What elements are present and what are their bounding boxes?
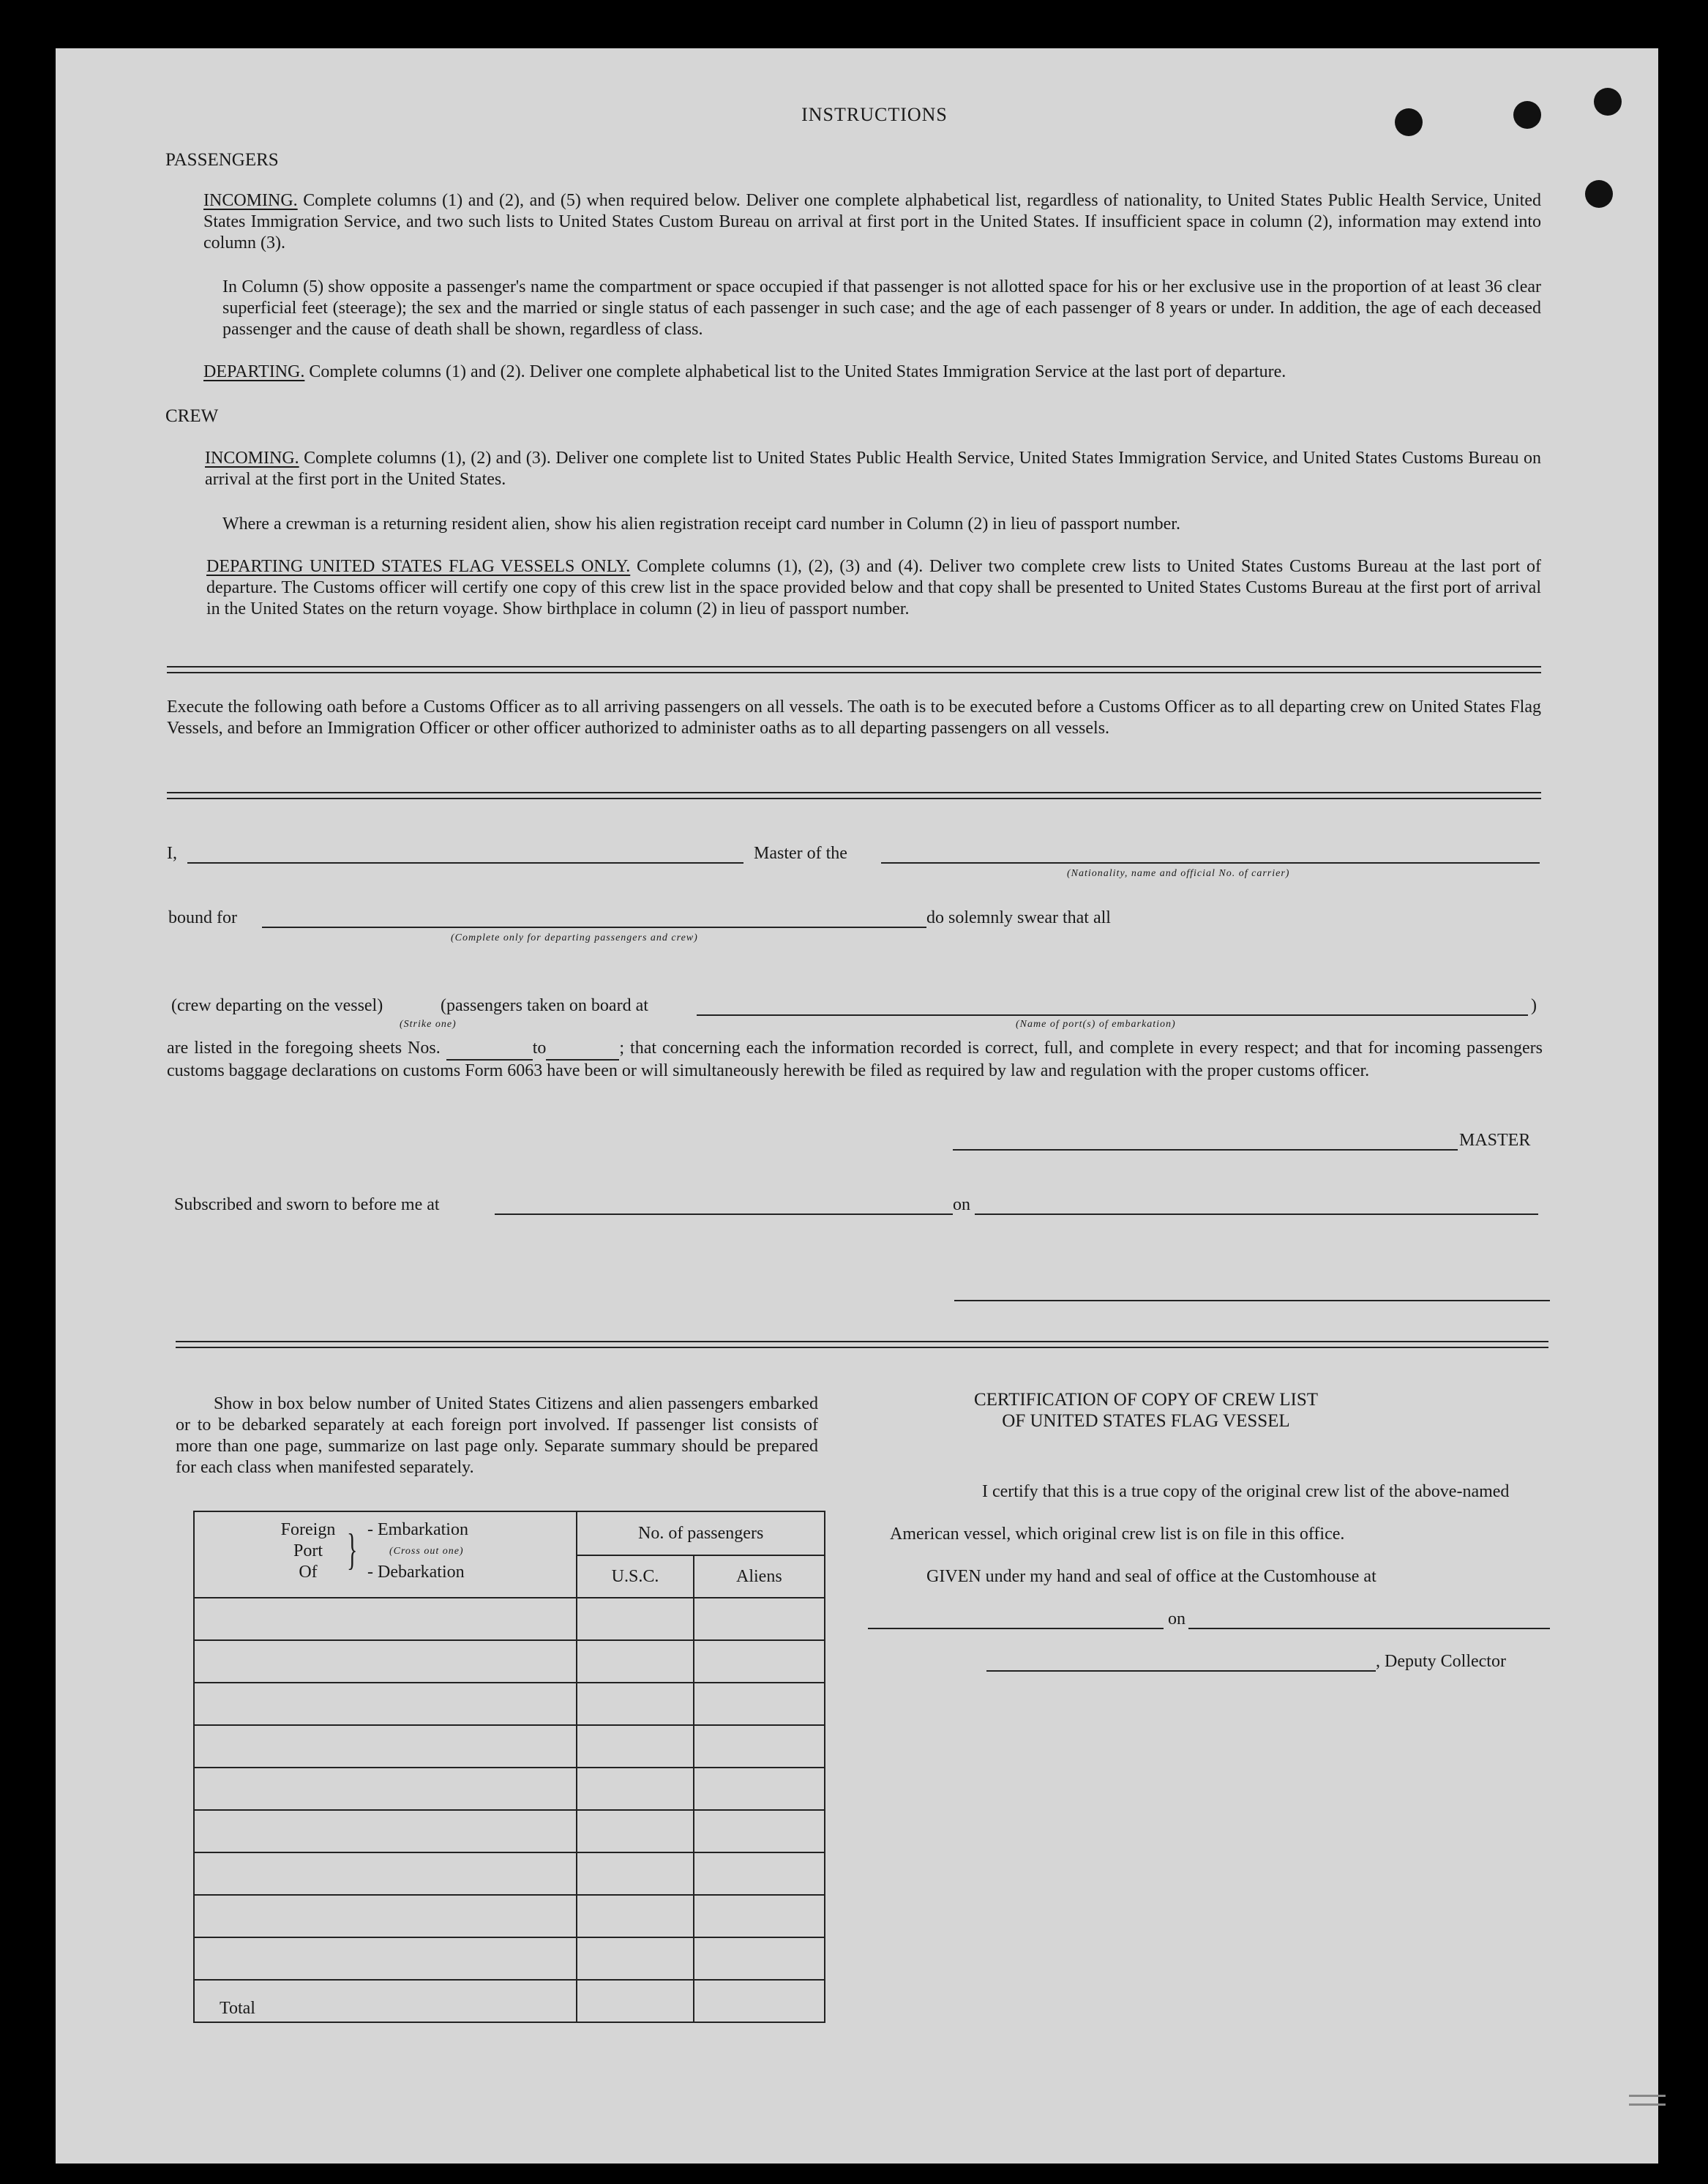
table-row bbox=[194, 1810, 825, 1852]
total-row bbox=[194, 1980, 825, 2022]
port-cell[interactable] bbox=[194, 1895, 577, 1937]
sheet-to-field[interactable] bbox=[546, 1038, 619, 1061]
edge-mark bbox=[1629, 2095, 1666, 2097]
form-page bbox=[56, 48, 1658, 2164]
passengers-heading: PASSENGERS bbox=[165, 150, 279, 170]
brace-glyph: } bbox=[347, 1525, 358, 1574]
bound-for-field[interactable] bbox=[262, 927, 926, 928]
total-label: Total bbox=[194, 1980, 577, 2022]
deputy-collector-signature-field[interactable] bbox=[986, 1670, 1376, 1672]
passengers-taken-option[interactable]: (passengers taken on board at bbox=[441, 996, 648, 1015]
aliens-header: Aliens bbox=[694, 1555, 825, 1598]
section-divider bbox=[167, 792, 1541, 799]
passengers-incoming-paragraph bbox=[203, 190, 1541, 254]
usc-cell[interactable] bbox=[577, 1725, 693, 1768]
table-row bbox=[194, 1598, 825, 1640]
usc-cell[interactable] bbox=[577, 1895, 693, 1937]
port-cell[interactable] bbox=[194, 1598, 577, 1640]
certification-date-field[interactable] bbox=[1188, 1628, 1550, 1629]
crew-departing-label: DEPARTING UNITED STATES FLAG VESSELS ONLY. bbox=[206, 557, 631, 576]
passengers-departing-paragraph bbox=[203, 362, 1541, 383]
certification-title-line2: OF UNITED STATES FLAG VESSEL bbox=[1002, 1411, 1290, 1431]
table-row bbox=[194, 1937, 825, 1980]
usc-cell[interactable] bbox=[577, 1640, 693, 1683]
bound-for-label: bound for bbox=[168, 908, 237, 927]
carrier-field[interactable] bbox=[881, 862, 1540, 864]
summary-intro: Show in box below number of United States Citizens and alien passengers embarked or to be debarked separately at each foreign port involved. If passenger list consists of more than one page, summarize on last page only. Separate summary should be prepared for each class when manifested separately. bbox=[176, 1394, 818, 1477]
usc-cell[interactable] bbox=[577, 1810, 693, 1852]
oath-i-label: I, bbox=[167, 844, 177, 863]
table-row bbox=[194, 1852, 825, 1895]
certification-on-label: on bbox=[1168, 1609, 1186, 1628]
oath-paragraph bbox=[167, 1038, 1543, 1082]
table-row bbox=[194, 1895, 825, 1937]
page-title: INSTRUCTIONS bbox=[801, 104, 948, 125]
usc-cell[interactable] bbox=[577, 1937, 693, 1980]
passenger-summary-table bbox=[193, 1511, 825, 2023]
master-of-the-label: Master of the bbox=[754, 844, 847, 863]
port-cell[interactable] bbox=[194, 1640, 577, 1683]
embarkation-option[interactable]: - Embarkation bbox=[367, 1520, 468, 1539]
sheet-from-field[interactable] bbox=[446, 1038, 533, 1061]
punch-hole bbox=[1585, 180, 1613, 208]
aliens-cell[interactable] bbox=[694, 1937, 825, 1980]
section-divider bbox=[176, 1341, 1548, 1348]
of-label: Of bbox=[299, 1563, 318, 1582]
aliens-cell[interactable] bbox=[694, 1683, 825, 1725]
crew-incoming-text: Complete columns (1), (2) and (3). Deliver one complete list to United States Public Health Service, United States Immigration Service, and United States Customs Bureau on arrival at the first port in the United States. bbox=[205, 449, 1542, 489]
aliens-cell[interactable] bbox=[694, 1810, 825, 1852]
port-cell[interactable] bbox=[194, 1725, 577, 1768]
port-cell[interactable] bbox=[194, 1810, 577, 1852]
passengers-departing-text: Complete columns (1) and (2). Deliver one complete alphabetical list to the United States Immigration Service at the last port of departure. bbox=[309, 362, 1286, 381]
departing-note: (Complete only for departing passengers and crew) bbox=[451, 932, 698, 943]
usc-cell[interactable] bbox=[577, 1598, 693, 1640]
subscribed-on-label: on bbox=[953, 1195, 970, 1214]
cross-out-note: (Cross out one) bbox=[389, 1546, 464, 1557]
aliens-cell[interactable] bbox=[694, 1768, 825, 1810]
deputy-collector-label: , Deputy Collector bbox=[1376, 1652, 1506, 1671]
crew-incoming-paragraph bbox=[205, 448, 1541, 490]
certification-title-line1: CERTIFICATION OF COPY OF CREW LIST bbox=[973, 1390, 1319, 1410]
usc-cell[interactable] bbox=[577, 1768, 693, 1810]
edge-mark bbox=[1629, 2103, 1666, 2106]
port-cell[interactable] bbox=[194, 1768, 577, 1810]
listed-in-text: are listed in the foregoing sheets Nos. bbox=[167, 1039, 441, 1058]
subscribed-date-field[interactable] bbox=[975, 1213, 1538, 1215]
port-label: Port bbox=[293, 1541, 323, 1560]
usc-cell[interactable] bbox=[577, 1683, 693, 1725]
aliens-total-cell[interactable] bbox=[694, 1980, 825, 2022]
master-signature-field[interactable] bbox=[953, 1149, 1458, 1151]
section-divider bbox=[167, 666, 1541, 673]
master-label: MASTER bbox=[1459, 1131, 1531, 1150]
aliens-cell[interactable] bbox=[694, 1598, 825, 1640]
certification-title bbox=[919, 1389, 1373, 1432]
to-text: to bbox=[532, 1039, 547, 1058]
certification-line1: I certify that this is a true copy of the original crew list of the above-named bbox=[982, 1482, 1510, 1501]
crew-incoming-label: INCOMING. bbox=[205, 449, 299, 468]
usc-header: U.S.C. bbox=[577, 1555, 693, 1598]
table-row bbox=[194, 1768, 825, 1810]
oath-rest-text: ; that concerning each the information recorded is correct, full, and complete in every respect; and that for incoming passengers customs baggage declarations on customs Form 6063 have been or will simultaneously herewith be filed as required by law and regulation with the proper customs officer. bbox=[167, 1039, 1543, 1080]
crew-heading: CREW bbox=[165, 406, 219, 426]
close-paren: ) bbox=[1531, 996, 1537, 1015]
master-name-field[interactable] bbox=[187, 862, 743, 864]
passengers-incoming-label: INCOMING. bbox=[203, 191, 298, 210]
crew-departing-option[interactable]: (crew departing on the vessel) bbox=[171, 996, 383, 1015]
passengers-departing-label: DEPARTING. bbox=[203, 362, 305, 381]
usc-cell[interactable] bbox=[577, 1852, 693, 1895]
aliens-cell[interactable] bbox=[694, 1640, 825, 1683]
table-row bbox=[194, 1725, 825, 1768]
aliens-cell[interactable] bbox=[694, 1725, 825, 1768]
table-row bbox=[194, 1640, 825, 1683]
aliens-cell[interactable] bbox=[694, 1895, 825, 1937]
crew-departing-text: Complete columns (1), (2), (3) and (4). Deliver two complete crew lists to United States Customs Bureau at the last port of departure. The Customs officer will certify one copy of this crew list in the space provided below and that copy shall be presented to United States Customs Bureau at the first port of arrival in the United States on the return voyage. Show birthplace in column (2) in lieu of passport number. bbox=[206, 557, 1541, 618]
usc-total-cell[interactable] bbox=[577, 1980, 693, 2022]
customhouse-field[interactable] bbox=[868, 1628, 1164, 1629]
port-cell[interactable] bbox=[194, 1852, 577, 1895]
passengers-incoming-text: Complete columns (1) and (2), and (5) when required below. Deliver one complete alphabetical list, regardless of nationality, to United States Public Health Service, United States Immigration Service, and two such lists to United States Custom Bureau on arrival at first port in the United States. If insufficient space in column (2), information may extend into column (3). bbox=[203, 191, 1542, 253]
carrier-note: (Nationality, name and official No. of carrier) bbox=[1067, 868, 1290, 879]
crew-departing-paragraph bbox=[206, 556, 1541, 620]
subscribed-label: Subscribed and sworn to before me at bbox=[174, 1195, 440, 1214]
swear-text: do solemnly swear that all bbox=[926, 908, 1111, 927]
no-of-passengers-header: No. of passengers bbox=[577, 1511, 825, 1555]
ports-embarkation-field[interactable] bbox=[697, 1014, 1528, 1016]
certification-line3: GIVEN under my hand and seal of office at the Customhouse at bbox=[926, 1567, 1376, 1586]
column5-paragraph: In Column (5) show opposite a passenger's name the compartment or space occupied if that passenger is not allotted space for his or her exclusive use in the proportion of at least 36 clear superficial feet (steerage); the sex and the married or single status of each passenger in such case; and the age of each passenger of 8 years or under. In addition, the age of each deceased passenger and the cause of death shall be shown, regardless of class. bbox=[222, 277, 1541, 339]
debarkation-option[interactable]: - Debarkation bbox=[367, 1563, 465, 1582]
table-row bbox=[194, 1683, 825, 1725]
crew-resident-paragraph: Where a crewman is a returning resident alien, show his alien registration receipt card number in Column (2) in lieu of passport number. bbox=[222, 515, 1180, 534]
officer-signature-field[interactable] bbox=[954, 1300, 1550, 1301]
ports-note: (Name of port(s) of embarkation) bbox=[1016, 1019, 1176, 1030]
certification-line2: American vessel, which original crew list is on file in this office. bbox=[890, 1525, 1345, 1544]
foreign-label: Foreign bbox=[280, 1520, 336, 1539]
port-cell[interactable] bbox=[194, 1937, 577, 1980]
strike-one-note: (Strike one) bbox=[400, 1019, 457, 1030]
subscribed-place-field[interactable] bbox=[495, 1213, 953, 1215]
port-cell[interactable] bbox=[194, 1683, 577, 1725]
oath-instructions: Execute the following oath before a Customs Officer as to all arriving passengers on all vessels. The oath is to be executed before a Customs Officer as to all departing crew on United States Flag Vessels, and before an Immigration Officer or other officer authorized to administer oaths as to all departing passengers on all vessels. bbox=[167, 698, 1541, 738]
foreign-port-header bbox=[194, 1511, 577, 1598]
aliens-cell[interactable] bbox=[694, 1852, 825, 1895]
